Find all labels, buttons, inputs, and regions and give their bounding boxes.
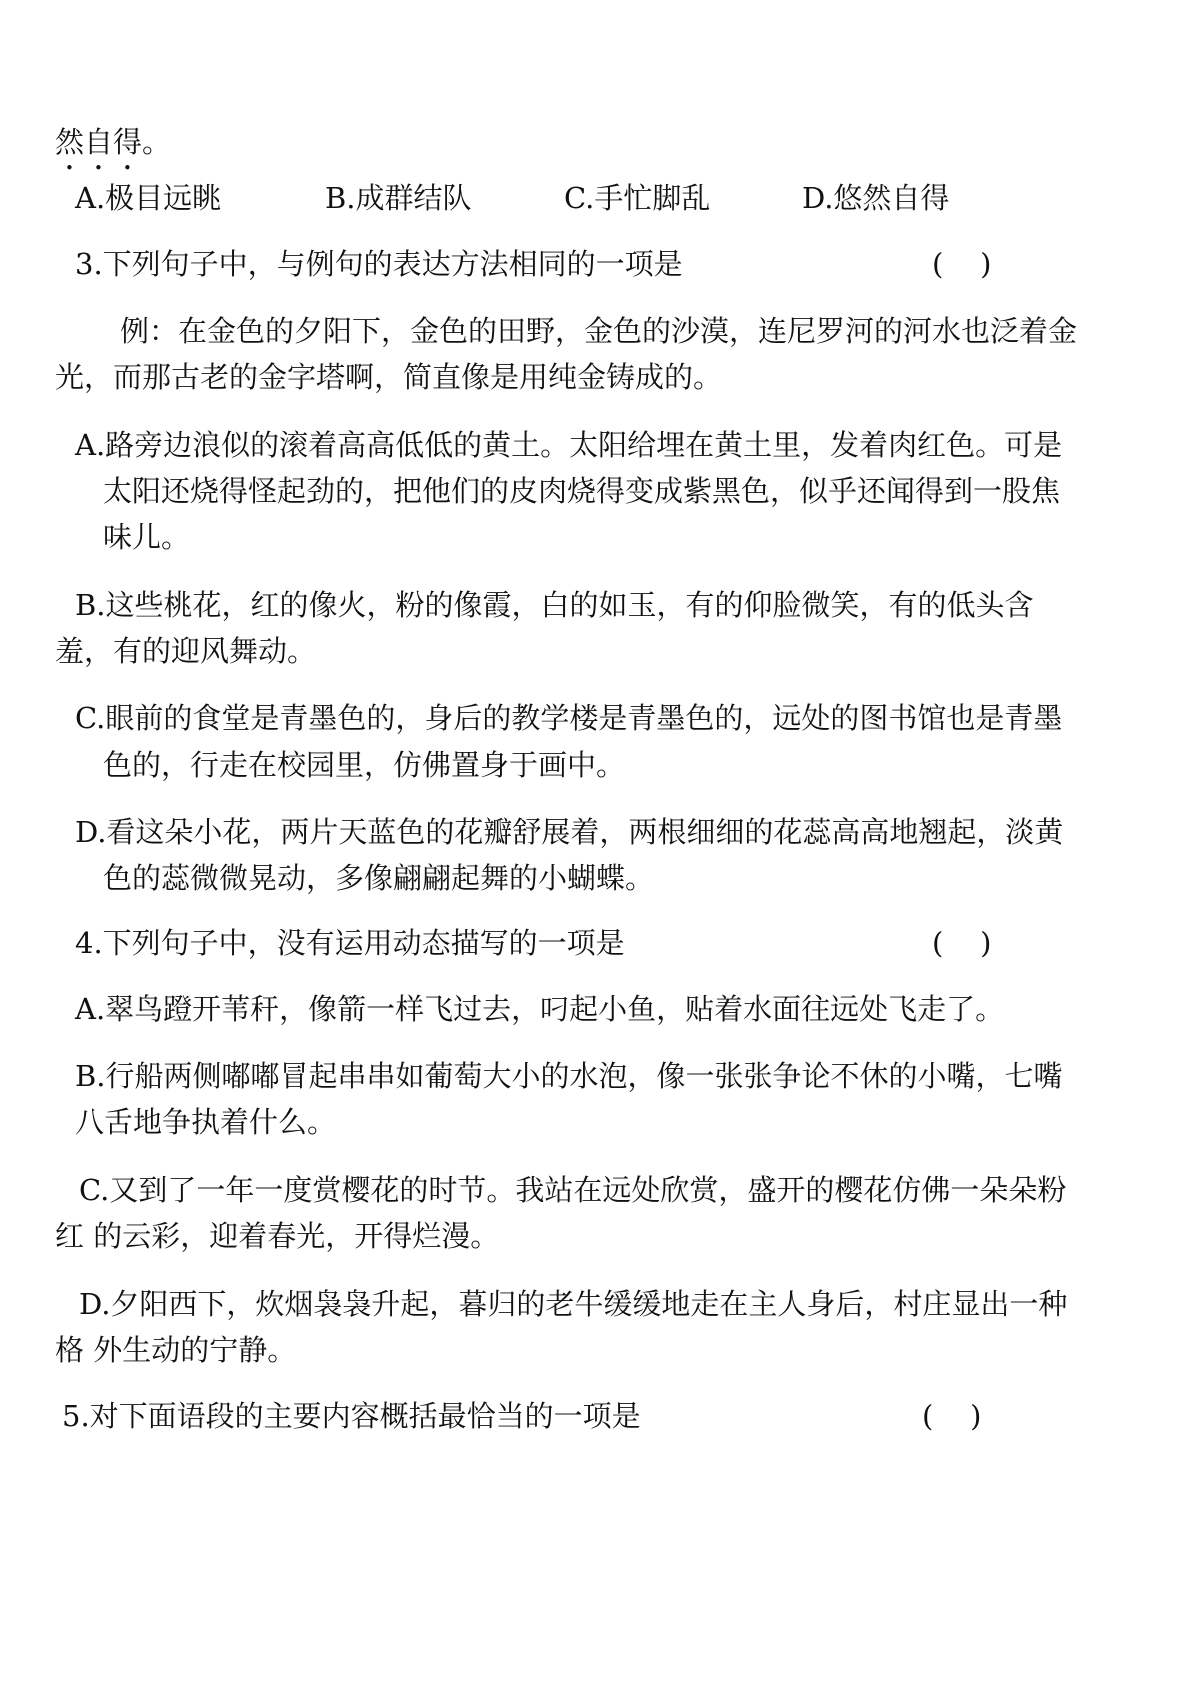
q2-option-d: D.悠然自得 (802, 181, 950, 215)
q3-option-d-line2: 色的蕊微微晃动，多像翩翩起舞的小蝴蝶。 (103, 861, 655, 895)
q2-tail-text: 然自得。 (55, 125, 172, 159)
q4-option-b-line1: B.行船两侧嘟嘟冒起串串如葡萄大小的水泡，像一张张争论不休的小嘴，七嘴 (75, 1059, 1063, 1093)
q5-answer-paren: ( ) (922, 1399, 982, 1433)
q3-example-line1: 例：在金色的夕阳下，金色的田野，金色的沙漠，连尼罗河的河水也泛着金 (120, 314, 1078, 348)
q3-option-d-line1: D.看这朵小花，两片天蓝色的花瓣舒展着，两根细细的花蕊高高地翘起，淡黄 (75, 815, 1064, 849)
q3-example-line2: 光，而那古老的金字塔啊，简直像是用纯金铸成的。 (55, 360, 723, 394)
q4-option-c-line1: C.又到了一年一度赏樱花的时节。我站在远处欣赏，盛开的樱花仿佛一朵朵粉 (79, 1173, 1067, 1207)
q4-option-b-line2: 八舌地争执着什么。 (75, 1105, 337, 1139)
q3-stem: 3.下列句子中，与例句的表达方法相同的一项是 (75, 247, 683, 281)
q3-option-c-line1: C.眼前的食堂是青墨色的，身后的教学楼是青墨色的，远处的图书馆也是青墨 (75, 701, 1063, 735)
q4-option-a-line1: A.翠鸟蹬开苇秆，像箭一样飞过去，叼起小鱼，贴着水面往远处飞走了。 (75, 992, 1005, 1026)
q5-stem: 5.对下面语段的主要内容概括最恰当的一项是 (62, 1399, 641, 1433)
q3-option-c-line2: 色的，行走在校园里，仿佛置身于画中。 (103, 748, 626, 782)
q2-option-c: C.手忙脚乱 (564, 181, 711, 215)
q2-option-a: A.极目远眺 (75, 181, 222, 215)
q4-option-d-line2: 格 外生动的宁静。 (55, 1333, 297, 1367)
q3-option-b-line2: 羞，有的迎风舞动。 (55, 634, 317, 668)
q3-option-a-line1: A.路旁边浪似的滚着高高低低的黄土。太阳给埋在黄土里，发着肉红色。可是 (75, 428, 1063, 462)
q2-option-b: B.成群结队 (325, 181, 472, 215)
q4-option-c-line2: 红 的云彩，迎着春光，开得烂漫。 (55, 1219, 500, 1253)
q4-answer-paren: ( ) (932, 926, 992, 960)
q3-option-a-line2: 太阳还烧得怪起劲的，把他们的皮肉烧得变成紫黑色，似乎还闻得到一股焦 (103, 474, 1061, 508)
q4-stem: 4.下列句子中，没有运用动态描写的一项是 (75, 926, 625, 960)
q3-option-b-line1: B.这些桃花，红的像火，粉的像霞，白的如玉，有的仰脸微笑，有的低头含 (75, 588, 1034, 622)
q3-answer-paren: ( ) (932, 247, 992, 281)
q3-option-a-line3: 味儿。 (103, 520, 191, 554)
q4-option-d-line1: D.夕阳西下，炊烟袅袅升起，暮归的老牛缓缓地走在主人身后，村庄显出一种 (79, 1287, 1068, 1321)
